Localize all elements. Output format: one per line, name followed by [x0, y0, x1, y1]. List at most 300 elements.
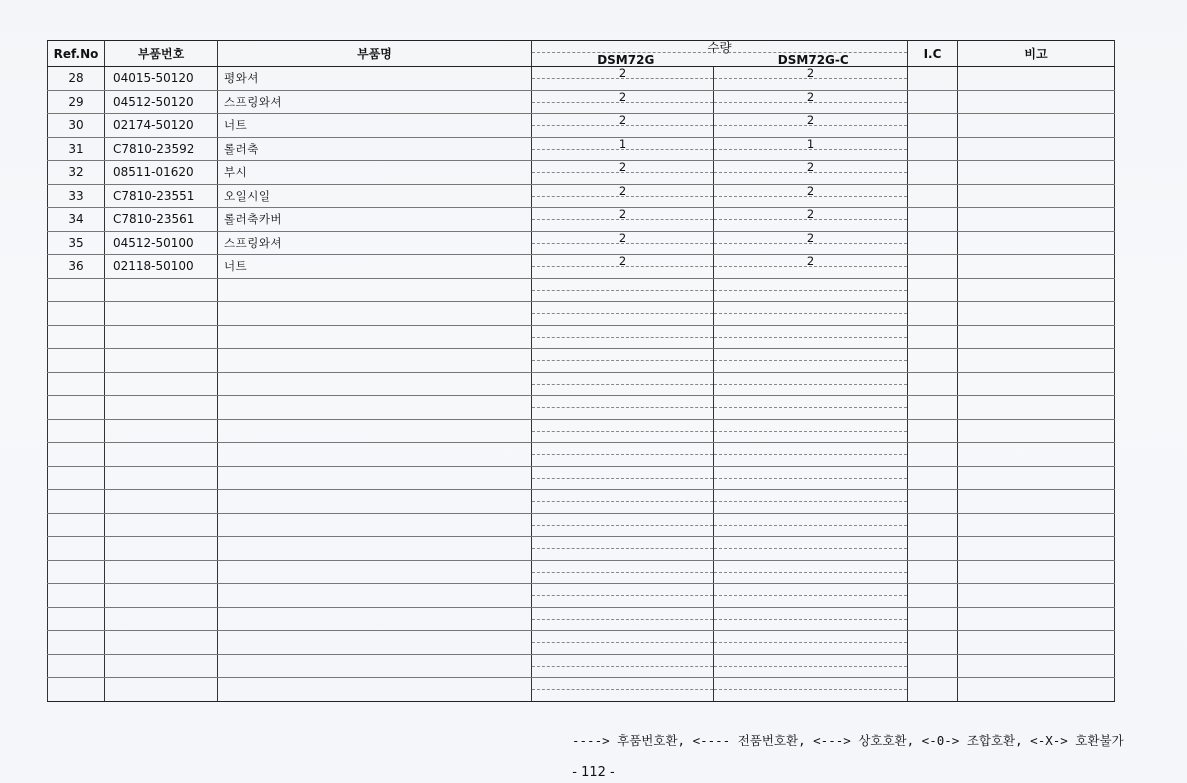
- cell-part-number: [105, 631, 218, 655]
- qty-value: 2: [618, 183, 627, 198]
- dashed-divider: [532, 102, 713, 103]
- table-row: [48, 537, 1115, 561]
- cell-ref-no: [48, 325, 105, 349]
- cell-remark: [958, 325, 1115, 349]
- cell-remark: [958, 302, 1115, 326]
- dashed-divider: [532, 360, 713, 361]
- table-row: [48, 654, 1115, 678]
- table-row: [48, 419, 1115, 443]
- cell-part-name: [218, 490, 532, 514]
- cell-remark: [958, 443, 1115, 467]
- cell-remark: [958, 208, 1115, 232]
- table-row: [48, 161, 1115, 185]
- cell-remark: [958, 396, 1115, 420]
- cell-qty-dsm72g: [532, 184, 714, 208]
- cell-qty-dsm72g: [532, 67, 714, 91]
- cell-ref-no: [48, 490, 105, 514]
- cell-qty-dsm72g-c: [714, 90, 908, 114]
- dashed-divider: [714, 360, 907, 361]
- dashed-divider: [532, 243, 713, 244]
- dashed-divider: [714, 689, 907, 690]
- table-row: [48, 302, 1115, 326]
- cell-qty-dsm72g-c: [714, 67, 908, 91]
- table-row: [48, 678, 1115, 702]
- table-row: [48, 208, 1115, 232]
- cell-part-number: C7810-23561: [105, 208, 218, 232]
- cell-ref-no: [48, 349, 105, 373]
- cell-part-number: C7810-23592: [105, 137, 218, 161]
- qty-value: 2: [806, 113, 815, 127]
- table-row: [48, 560, 1115, 584]
- table-row: [48, 349, 1115, 373]
- cell-ic: [908, 560, 958, 584]
- cell-part-number: [105, 560, 218, 584]
- dashed-divider: [714, 290, 907, 291]
- table-row: [48, 114, 1115, 138]
- header-ic: I.C: [908, 41, 958, 67]
- cell-part-number: [105, 419, 218, 443]
- cell-ic: [908, 161, 958, 185]
- cell-ic: [908, 349, 958, 373]
- cell-ref-no: [48, 607, 105, 631]
- cell-ref-no: [48, 584, 105, 608]
- cell-part-name: 스프링와셔: [218, 231, 532, 255]
- cell-part-name: [218, 349, 532, 373]
- dashed-divider: [532, 407, 713, 408]
- cell-part-number: [105, 278, 218, 302]
- cell-remark: [958, 607, 1115, 631]
- cell-ic: [908, 490, 958, 514]
- cell-part-number: [105, 537, 218, 561]
- cell-qty-dsm72g-c: [714, 325, 908, 349]
- table-row: [48, 584, 1115, 608]
- dashed-divider: [714, 219, 907, 220]
- cell-ic: [908, 607, 958, 631]
- cell-ic: [908, 231, 958, 255]
- qty-value: 2: [618, 160, 627, 174]
- cell-remark: [958, 231, 1115, 255]
- dashed-divider: [714, 243, 907, 244]
- cell-ic: [908, 513, 958, 537]
- header-quantity-label: 수량: [707, 40, 732, 55]
- cell-ic: [908, 372, 958, 396]
- cell-remark: [958, 372, 1115, 396]
- cell-ref-no: [48, 631, 105, 655]
- cell-ic: [908, 443, 958, 467]
- dashed-divider: [714, 478, 907, 479]
- cell-qty-dsm72g: [532, 607, 714, 631]
- cell-qty-dsm72g: [532, 114, 714, 138]
- table-row: [48, 90, 1115, 114]
- cell-part-name: [218, 466, 532, 490]
- dashed-divider: [532, 125, 713, 126]
- cell-qty-dsm72g-c: [714, 372, 908, 396]
- header-part-name: 부품명: [218, 41, 532, 67]
- parts-table: [47, 40, 1115, 702]
- cell-qty-dsm72g: [532, 466, 714, 490]
- cell-qty-dsm72g: [532, 208, 714, 232]
- cell-qty-dsm72g: [532, 654, 714, 678]
- cell-part-name: 오일시일: [218, 184, 532, 208]
- cell-remark: [958, 419, 1115, 443]
- qty-value: 2: [806, 66, 815, 80]
- cell-qty-dsm72g: [532, 231, 714, 255]
- cell-qty-dsm72g-c: [714, 537, 908, 561]
- cell-part-number: 02118-50100: [105, 255, 218, 279]
- dashed-divider: [532, 572, 713, 573]
- cell-part-name: 롤러축카버: [218, 208, 532, 232]
- cell-ic: [908, 631, 958, 655]
- dashed-divider: [532, 478, 713, 479]
- dashed-divider: [532, 313, 713, 314]
- cell-qty-dsm72g-c: [714, 231, 908, 255]
- dashed-divider: [714, 572, 907, 573]
- dashed-divider: [532, 431, 713, 432]
- cell-part-name: 너트: [218, 114, 532, 138]
- cell-ref-no: 32: [48, 161, 105, 185]
- dashed-divider: [532, 642, 713, 643]
- dashed-divider: [714, 619, 907, 620]
- table-row: [48, 278, 1115, 302]
- cell-part-number: [105, 325, 218, 349]
- qty-value: 2: [618, 230, 627, 245]
- cell-qty-dsm72g: [532, 560, 714, 584]
- cell-ic: [908, 396, 958, 420]
- cell-ic: [908, 466, 958, 490]
- dashed-divider: [532, 266, 713, 267]
- cell-qty-dsm72g: [532, 537, 714, 561]
- cell-remark: [958, 490, 1115, 514]
- table-row: [48, 184, 1115, 208]
- cell-part-number: 04015-50120: [105, 67, 218, 91]
- dashed-divider: [714, 431, 907, 432]
- dashed-divider: [532, 290, 713, 291]
- cell-part-name: [218, 631, 532, 655]
- dashed-divider: [714, 525, 907, 526]
- dashed-divider: [532, 384, 713, 385]
- cell-ic: [908, 537, 958, 561]
- cell-qty-dsm72g-c: [714, 302, 908, 326]
- cell-qty-dsm72g-c: [714, 654, 908, 678]
- cell-part-number: 04512-50120: [105, 90, 218, 114]
- cell-qty-dsm72g-c: [714, 419, 908, 443]
- cell-qty-dsm72g: [532, 419, 714, 443]
- header-quantity: [532, 41, 908, 67]
- dashed-divider: [532, 149, 713, 150]
- cell-part-number: 04512-50100: [105, 231, 218, 255]
- dashed-divider: [532, 666, 713, 667]
- cell-qty-dsm72g: [532, 137, 714, 161]
- cell-part-number: 08511-01620: [105, 161, 218, 185]
- cell-part-name: [218, 584, 532, 608]
- cell-part-number: 02174-50120: [105, 114, 218, 138]
- cell-remark: [958, 184, 1115, 208]
- cell-part-name: [218, 302, 532, 326]
- cell-ref-no: 28: [48, 67, 105, 91]
- table-row: [48, 255, 1115, 279]
- cell-part-name: [218, 678, 532, 702]
- cell-remark: [958, 631, 1115, 655]
- qty-value: 1: [618, 136, 627, 151]
- cell-remark: [958, 278, 1115, 302]
- cell-ic: [908, 137, 958, 161]
- cell-remark: [958, 584, 1115, 608]
- cell-qty-dsm72g-c: [714, 678, 908, 702]
- cell-qty-dsm72g: [532, 631, 714, 655]
- cell-part-name: [218, 537, 532, 561]
- cell-part-number: [105, 513, 218, 537]
- header-model-dsm72g-c: DSM72G-C: [777, 53, 849, 67]
- cell-qty-dsm72g-c: [714, 490, 908, 514]
- page-number: - 112 -: [572, 765, 615, 780]
- cell-ic: [908, 419, 958, 443]
- cell-qty-dsm72g-c: [714, 466, 908, 490]
- cell-ref-no: [48, 537, 105, 561]
- table-row: [48, 325, 1115, 349]
- cell-part-number: [105, 490, 218, 514]
- cell-qty-dsm72g-c: [714, 208, 908, 232]
- cell-ic: [908, 678, 958, 702]
- qty-value: 2: [618, 254, 627, 268]
- qty-value: 2: [806, 89, 815, 104]
- cell-remark: [958, 349, 1115, 373]
- cell-ref-no: 31: [48, 137, 105, 161]
- cell-part-number: [105, 302, 218, 326]
- dashed-divider: [714, 102, 907, 103]
- qty-value: 1: [806, 136, 815, 151]
- cell-part-number: [105, 584, 218, 608]
- cell-part-number: [105, 372, 218, 396]
- cell-ic: [908, 67, 958, 91]
- cell-part-number: [105, 466, 218, 490]
- qty-value: 2: [806, 207, 815, 221]
- dashed-divider: [714, 454, 907, 455]
- dashed-divider: [714, 642, 907, 643]
- cell-ref-no: [48, 302, 105, 326]
- cell-qty-dsm72g-c: [714, 584, 908, 608]
- dashed-divider: [532, 78, 713, 79]
- cell-ic: [908, 584, 958, 608]
- cell-qty-dsm72g: [532, 584, 714, 608]
- cell-qty-dsm72g-c: [714, 137, 908, 161]
- cell-remark: [958, 255, 1115, 279]
- cell-ref-no: [48, 443, 105, 467]
- dashed-divider: [532, 689, 713, 690]
- dashed-divider: [532, 525, 713, 526]
- cell-ic: [908, 208, 958, 232]
- cell-ic: [908, 90, 958, 114]
- cell-qty-dsm72g: [532, 161, 714, 185]
- cell-ic: [908, 255, 958, 279]
- cell-ref-no: [48, 372, 105, 396]
- dashed-divider: [532, 548, 713, 549]
- cell-qty-dsm72g: [532, 513, 714, 537]
- cell-ic: [908, 302, 958, 326]
- table-row: [48, 372, 1115, 396]
- dashed-divider: [714, 337, 907, 338]
- cell-ic: [908, 325, 958, 349]
- cell-remark: [958, 114, 1115, 138]
- cell-part-name: 롤러축: [218, 137, 532, 161]
- cell-ref-no: [48, 654, 105, 678]
- dashed-divider: [714, 407, 907, 408]
- header-model-dsm72g: DSM72G: [597, 53, 655, 67]
- cell-ref-no: 35: [48, 231, 105, 255]
- cell-qty-dsm72g-c: [714, 513, 908, 537]
- cell-part-name: [218, 654, 532, 678]
- qty-value: 2: [618, 89, 627, 104]
- qty-value: 2: [806, 160, 815, 174]
- dashed-divider: [532, 172, 713, 173]
- cell-qty-dsm72g: [532, 372, 714, 396]
- cell-ref-no: 36: [48, 255, 105, 279]
- table-row: [48, 490, 1115, 514]
- table-header-row: [48, 41, 1115, 67]
- cell-part-number: C7810-23551: [105, 184, 218, 208]
- cell-part-name: [218, 513, 532, 537]
- cell-part-number: [105, 654, 218, 678]
- cell-part-number: [105, 678, 218, 702]
- cell-ic: [908, 654, 958, 678]
- cell-qty-dsm72g-c: [714, 349, 908, 373]
- cell-part-number: [105, 443, 218, 467]
- qty-value: 2: [806, 230, 815, 245]
- cell-ic: [908, 278, 958, 302]
- table-row: [48, 513, 1115, 537]
- qty-value: 2: [806, 183, 815, 198]
- table-row: [48, 231, 1115, 255]
- cell-qty-dsm72g-c: [714, 255, 908, 279]
- cell-part-name: [218, 372, 532, 396]
- cell-ref-no: 30: [48, 114, 105, 138]
- table-row: [48, 607, 1115, 631]
- dashed-divider: [714, 78, 907, 79]
- header-part-number: 부품번호: [105, 41, 218, 67]
- dashed-divider: [714, 313, 907, 314]
- cell-remark: [958, 466, 1115, 490]
- dashed-divider: [714, 149, 907, 150]
- dashed-divider: [532, 196, 713, 197]
- cell-qty-dsm72g: [532, 349, 714, 373]
- table-row: [48, 466, 1115, 490]
- cell-qty-dsm72g: [532, 490, 714, 514]
- cell-part-name: [218, 607, 532, 631]
- cell-ref-no: 34: [48, 208, 105, 232]
- header-ref-no: Ref.No: [48, 41, 105, 67]
- cell-part-name: [218, 419, 532, 443]
- cell-part-name: [218, 396, 532, 420]
- cell-qty-dsm72g: [532, 396, 714, 420]
- qty-value: 2: [806, 254, 815, 268]
- cell-ic: [908, 184, 958, 208]
- cell-part-number: [105, 349, 218, 373]
- cell-qty-dsm72g-c: [714, 607, 908, 631]
- dashed-divider: [714, 548, 907, 549]
- cell-qty-dsm72g: [532, 90, 714, 114]
- dashed-divider: [714, 666, 907, 667]
- table-row: [48, 631, 1115, 655]
- dashed-divider: [714, 125, 907, 126]
- dashed-divider: [532, 337, 713, 338]
- cell-remark: [958, 537, 1115, 561]
- dashed-divider: [532, 219, 713, 220]
- cell-qty-dsm72g: [532, 325, 714, 349]
- cell-part-name: 너트: [218, 255, 532, 279]
- dashed-divider: [714, 266, 907, 267]
- qty-value: 2: [618, 66, 627, 80]
- cell-remark: [958, 161, 1115, 185]
- cell-ic: [908, 114, 958, 138]
- qty-value: 2: [618, 113, 627, 127]
- cell-remark: [958, 90, 1115, 114]
- dashed-divider: [714, 501, 907, 502]
- cell-ref-no: [48, 560, 105, 584]
- cell-part-name: 스프링와셔: [218, 90, 532, 114]
- table-row: [48, 67, 1115, 91]
- cell-qty-dsm72g-c: [714, 161, 908, 185]
- cell-qty-dsm72g: [532, 278, 714, 302]
- cell-ref-no: [48, 466, 105, 490]
- dashed-divider: [714, 595, 907, 596]
- dashed-divider: [714, 172, 907, 173]
- cell-part-number: [105, 607, 218, 631]
- qty-value: 2: [618, 207, 627, 221]
- interchangeability-legend: ----> 후품번호환, <---- 전품번호환, <---> 상호호환, <-0-> 조합호환, <-X-> 호환불가: [572, 733, 1124, 748]
- table-row: [48, 137, 1115, 161]
- cell-remark: [958, 560, 1115, 584]
- cell-qty-dsm72g: [532, 302, 714, 326]
- cell-part-name: 부시: [218, 161, 532, 185]
- dashed-divider: [532, 619, 713, 620]
- dashed-divider: [532, 454, 713, 455]
- cell-part-name: [218, 560, 532, 584]
- cell-remark: [958, 67, 1115, 91]
- cell-qty-dsm72g-c: [714, 631, 908, 655]
- dashed-divider: [532, 501, 713, 502]
- table-row: [48, 443, 1115, 467]
- cell-qty-dsm72g-c: [714, 278, 908, 302]
- cell-ref-no: [48, 513, 105, 537]
- cell-ref-no: 33: [48, 184, 105, 208]
- dashed-divider: [532, 595, 713, 596]
- cell-qty-dsm72g: [532, 678, 714, 702]
- table-row: [48, 396, 1115, 420]
- cell-part-name: [218, 278, 532, 302]
- dashed-divider: [714, 384, 907, 385]
- cell-qty-dsm72g-c: [714, 114, 908, 138]
- cell-remark: [958, 513, 1115, 537]
- cell-ref-no: [48, 678, 105, 702]
- cell-part-name: [218, 443, 532, 467]
- header-remark: 비고: [958, 41, 1115, 67]
- cell-part-name: 평와셔: [218, 67, 532, 91]
- cell-remark: [958, 137, 1115, 161]
- cell-ref-no: [48, 419, 105, 443]
- cell-remark: [958, 678, 1115, 702]
- cell-part-name: [218, 325, 532, 349]
- cell-part-number: [105, 396, 218, 420]
- cell-ref-no: 29: [48, 90, 105, 114]
- cell-qty-dsm72g-c: [714, 396, 908, 420]
- cell-ref-no: [48, 278, 105, 302]
- cell-remark: [958, 654, 1115, 678]
- cell-qty-dsm72g-c: [714, 443, 908, 467]
- cell-qty-dsm72g-c: [714, 184, 908, 208]
- cell-qty-dsm72g: [532, 255, 714, 279]
- cell-qty-dsm72g-c: [714, 560, 908, 584]
- dashed-divider: [714, 196, 907, 197]
- cell-ref-no: [48, 396, 105, 420]
